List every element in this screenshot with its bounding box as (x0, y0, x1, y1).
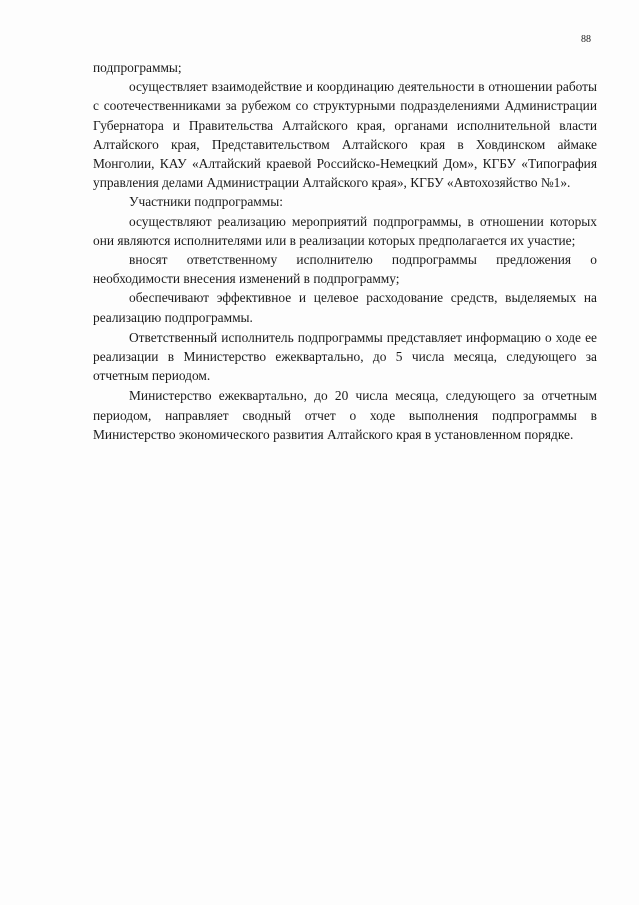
paragraph-subprogram-end: подпрограммы; (93, 60, 182, 75)
paragraph-interaction-coordination: осуществляет взаимодействие и координацию деятельности в отношении работы с соотечественниками за рубежом со структурными подразделениями Администрации Губернатора и Правительства Алтайского края, органами исполнительной власти Алтайского края, Представительством Алтайского края в Ховдинском аймаке Монголии, КАУ «Алтайский краевой Российско-Немецкий Дом», КГБУ «Типография управления делами Администрации Алтайского края», КГБУ «Автохозяйство №1». (93, 79, 597, 191)
paragraph-participants-implement: осуществляют реализацию мероприятий подпрограммы, в отношении которых они являются исполнителями или в реализации которых предполагается их участие; (93, 213, 597, 248)
document-body (93, 58, 597, 444)
paragraph-participants-heading: Участники подпрограммы: (129, 194, 283, 210)
paragraph-executor-reporting: Ответственный исполнитель подпрограммы представляет информацию о ходе ее реализации в Министерство ежеквартально, до 5 числа месяца, следующего за отчетным периодом. (93, 329, 597, 384)
paragraph-participants-funds: обеспечивают эффективное и целевое расходование средств, выделяемых на реализацию подпрограммы. (93, 290, 597, 325)
paragraph-ministry-report: Министерство ежеквартально, до 20 числа месяца, следующего за отчетным периодом, направляет сводный отчет о ходе выполнения подпрограммы в Министерство экономического развития Алтайского края в установленном порядке. (93, 388, 597, 442)
page-number: 88 (581, 34, 591, 45)
paragraph-participants-proposals: вносят ответственному исполнителю подпрограммы предложения о необходимости внесения изменений в подпрограмму; (93, 252, 597, 287)
